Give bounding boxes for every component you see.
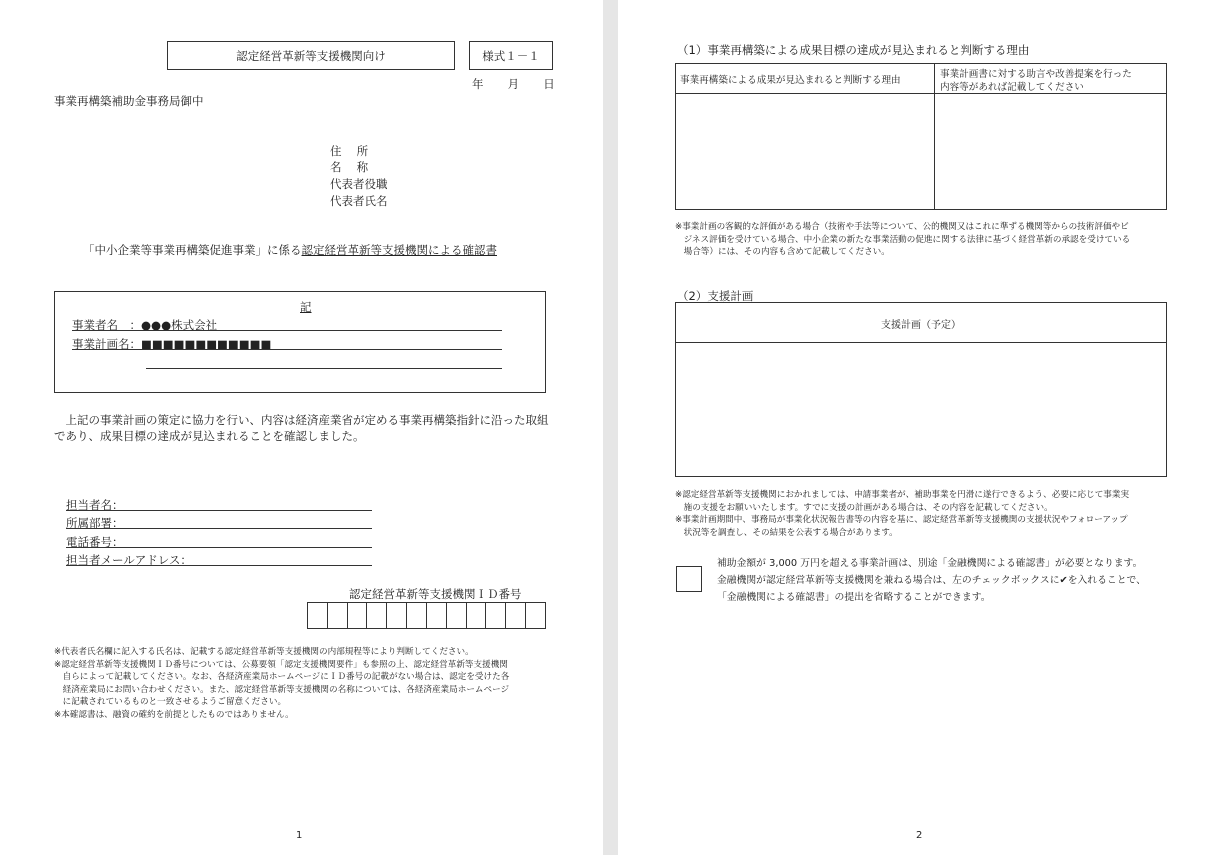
checkbox-line: 補助金額が 3,000 万円を超える事業計画は、別途「金融機関による確認書」が必要となります。 <box>717 558 1143 569</box>
checkbox-line: 「金融機関による確認書」の提出を省略することができます。 <box>717 592 991 603</box>
note-line: ※本確認書は、融資の確約を前提としたものではありません。 <box>54 709 294 720</box>
document-title <box>83 242 497 258</box>
note-line: 状況等を調査し、その結果を公表する場合があります。 <box>675 527 898 538</box>
applicant-name-label: 名 称 <box>330 160 369 174</box>
id-digit-cell <box>407 603 427 628</box>
note-line: 経済産業局にお問い合わせください。また、認定経営革新等支援機関の名称については、各経済産業局ホームページ <box>54 684 510 695</box>
department-label: 所属部署： <box>66 516 124 530</box>
statement-line-2: であり、成果目標の達成が見込まれることを確認しました。 <box>54 429 365 443</box>
id-digit-cell <box>467 603 487 628</box>
loan-confirmation-checkbox[interactable] <box>676 566 702 592</box>
contact-name-label: 担当者名： <box>66 498 124 512</box>
id-digit-cell <box>526 603 545 628</box>
contact-name-underline <box>66 510 372 511</box>
id-digit-cell <box>387 603 407 628</box>
business-name-label: 事業者名 ： <box>72 318 141 332</box>
note-line: ジネス評価を受けている場合、中小企業の新たな事業活動の促進に関する法律に基づく経営革新の承認を受けている <box>675 234 1131 245</box>
business-name-underline <box>72 330 502 331</box>
document-title-prefix: 「中小企業等事業再構築促進事業」に係る <box>83 243 302 257</box>
id-digit-cell <box>486 603 506 628</box>
section2-header: 支援計画（予定） <box>881 320 961 331</box>
section2-table-header-rule <box>675 342 1167 343</box>
form-number: 様式１－１ <box>482 49 540 63</box>
checkbox-line: 金融機関が認定経営革新等支援機関を兼ねる場合は、左のチェックボックスに✔を入れることで、 <box>717 575 1146 586</box>
date-label: 年 月 日 <box>472 77 558 91</box>
checkbox-explanation <box>717 555 1146 606</box>
addressee: 事業再構築補助金事務局御中 <box>54 94 204 108</box>
note-line: 自らによって記載してください。なお、各経済産業局ホームページにＩＤ番号の記載がない場合は、認定を受けた各 <box>54 672 510 682</box>
business-name-value: ●●●株式会社 <box>141 318 218 332</box>
plan-name-value: ■■■■■■■■■■■■ <box>141 337 272 351</box>
section2-title: （2）支援計画 <box>677 289 754 303</box>
document-page-1 <box>0 0 603 855</box>
id-digit-cell <box>506 603 526 628</box>
email-label: 担当者メールアドレス： <box>66 553 192 567</box>
id-number-label: 認定経営革新等支援機関ＩＤ番号 <box>349 587 522 601</box>
id-digit-cell <box>447 603 467 628</box>
representative-name-label: 代表者氏名 <box>330 194 388 208</box>
plan-name-label: 事業計画名： <box>72 337 141 351</box>
phone-label: 電話番号： <box>66 535 124 549</box>
plan-name-underline <box>72 349 502 350</box>
id-digit-cell <box>328 603 348 628</box>
note-line: ※認定経営革新等支援機関ＩＤ番号については、公募要領「認定支援機関要件」も参照の上、認定経営革新等支援機関 <box>54 659 508 670</box>
note-line: 施の支援をお願いいたします。すでに支援の計画がある場合は、その内容を記載してください。 <box>675 502 1053 513</box>
section1-col2-header-line2: 内容等があれば記載してください <box>940 82 1084 93</box>
ki-label: 記 <box>300 300 312 314</box>
plan-name-underline-2 <box>146 368 502 369</box>
header-box-label: 認定経営革新等支援機関向け <box>236 49 386 63</box>
section1-title: （1）事業再構築による成果目標の達成が見込まれると判断する理由 <box>677 43 1030 57</box>
page-number-2: 2 <box>916 830 923 841</box>
note-line: ※認定経営革新等支援機関におかれましては、申請事業者が、補助事業を円滑に遂行できるよう、必要に応じて事業実 <box>675 490 1130 500</box>
applicant-address-label: 住 所 <box>330 144 369 158</box>
phone-underline <box>66 547 372 548</box>
note-line: ※事業計画の客観的な評価がある場合（技術や手法等について、公的機関又はこれに準ずる機関等からの技術評価やビ <box>675 222 1129 232</box>
id-digit-cell <box>427 603 447 628</box>
page1-notes <box>54 646 549 721</box>
note-line: 場合等）には、その内容も含めて記載してください。 <box>675 247 890 257</box>
section1-table-header-rule <box>675 93 1167 94</box>
note-line: に記載されているものと一致させるようご留意ください。 <box>54 697 287 707</box>
document-page-2 <box>618 0 1220 855</box>
section1-col2-header-line1: 事業計画書に対する助言や改善提案を行った <box>940 69 1132 80</box>
id-number-grid <box>307 602 546 629</box>
department-underline <box>66 528 372 529</box>
section2-notes <box>675 489 1170 539</box>
id-digit-cell <box>348 603 368 628</box>
email-underline <box>66 565 372 566</box>
document-title-underlined: 認定経営革新等支援機関による確認書 <box>301 243 497 257</box>
id-digit-cell <box>367 603 387 628</box>
section1-notes <box>675 221 1170 259</box>
statement-line-1: 上記の事業計画の策定に協力を行い、内容は経済産業省が定める事業再構築指針に沿った取組 <box>54 413 549 427</box>
section1-col1-header: 事業再構築による成果が見込まれると判断する理由 <box>680 75 901 86</box>
section1-table-divider <box>934 63 935 210</box>
representative-title-label: 代表者役職 <box>330 177 388 191</box>
note-line: ※代表者氏名欄に記入する氏名は、記載する認定経営革新等支援機関の内部規程等により判断してください。 <box>54 647 474 657</box>
id-digit-cell <box>308 603 328 628</box>
page-number-1: 1 <box>296 830 303 841</box>
note-line: ※事業計画期間中、事務局が事業化状況報告書等の内容を基に、認定経営革新等支援機関の支援状況やフォローアップ <box>675 515 1128 525</box>
